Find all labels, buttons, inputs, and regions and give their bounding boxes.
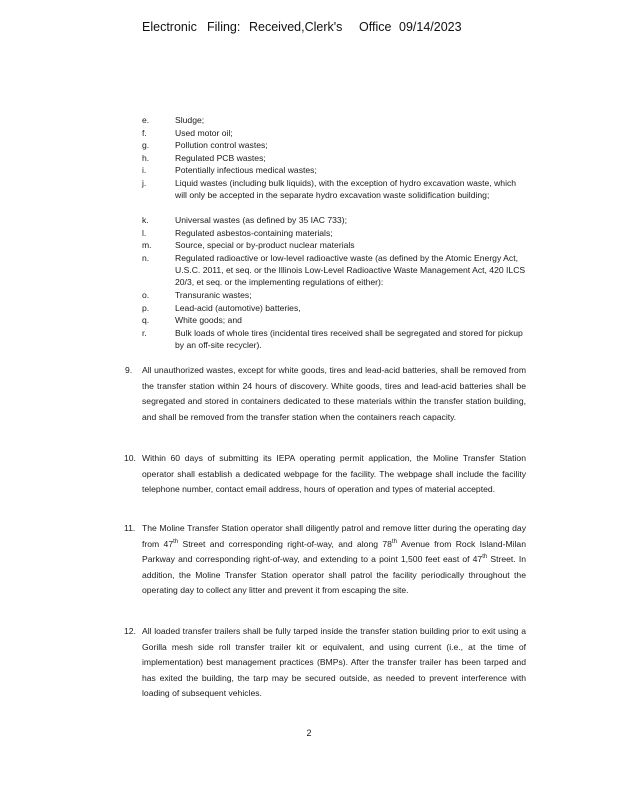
list-text: Liquid wastes (including bulk liquids), with the exception of hydro excavation waste, which will only be accepted in the separate hydro excavation waste solidification building; [175,177,517,200]
condition-text-part: Street and corresponding right-of-way, and along 78 [178,538,392,549]
list-text: Lead-acid (automotive) batteries, [175,302,301,313]
list-text: Source, special or by-product nuclear materials [175,240,355,250]
list-text: Used motor oil; [175,127,233,138]
list-marker: o. [142,290,150,300]
list-marker: r. [142,327,147,338]
list-marker: m. [142,240,152,250]
list-text: Sludge; [175,115,205,125]
ordinal-suffix: th [173,538,179,545]
condition-number: 11. [124,523,136,533]
header-word: Filing: [207,20,241,34]
condition-number: 12. [124,626,136,636]
list-text: Regulated asbestos-containing materials; [175,227,333,238]
list-marker: l. [142,227,147,238]
list-text: Bulk loads of whole tires (incidental tires received shall be segregated and stored for pickup by an off-site recycler). [175,327,523,350]
list-text: Universal wastes (as defined by 35 IAC 733); [175,215,347,225]
list-marker: j. [142,177,147,188]
list-marker: n. [142,252,150,263]
list-text: Regulated PCB wastes; [175,152,266,163]
condition-text-part: Avenue from Rock Island-Milan Parkway and corresponding right-of-way, and extending to a point 1,500 feet east of 47 [142,538,526,565]
list-text: Transuranic wastes; [175,290,252,300]
list-marker: p. [142,302,150,313]
header-word: Received,Clerk's [249,20,343,34]
page-number: 2 [306,728,312,738]
list-marker: i. [142,165,147,175]
list-text: Pollution control wastes; [175,140,268,150]
condition-text [142,521,526,599]
list-text: Potentially infectious medical wastes; [175,165,317,175]
condition-text: Within 60 days of submitting its IEPA operating permit application, the Moline Transfer Station operator shall establish a dedicated webpage for the facility. The webpage shall include the facility telephone number, contact email address, hours of operation and types of material accepted. [142,453,526,495]
header-word: Electronic [142,20,197,34]
condition-text: All unauthorized wastes, except for white goods, tires and lead-acid batteries, shall be removed from the transfer station within 24 hours of discovery. White goods, tires and lead-acid batteries shall be segregated and stored in containers dedicated to these materials within the transfer station building, and shall be removed from the transfer station when the containers reach capacity. [142,365,526,422]
condition-number: 10. [124,453,136,463]
list-marker: h. [142,152,150,163]
header-word: Office [359,20,392,34]
ordinal-suffix: th [391,538,397,545]
list-marker: e. [142,115,150,125]
list-marker: f. [142,127,147,138]
filing-header [0,20,618,38]
list-marker: q. [142,315,150,325]
ordinal-suffix: th [482,554,488,561]
list-text: Regulated radioactive or low-level radioactive waste (as defined by the Atomic Energy Act, U.S.C. 2011, et seq. or the Illinois Low-Level Radioactive Waste Management Act, 420 ILCS 20/3, et seq. or the implementing regulations of either): [175,252,526,288]
condition-text-part: Street. In addition, the Moline Transfer Station operator shall patrol the facility periodically throughout the operating day to collect any litter and prevent it from escaping the site. [142,554,526,596]
list-marker: k. [142,215,149,225]
condition-text-part: The Moline Transfer Station operator shall diligently patrol and remove litter during the operating day from 47 [142,523,526,549]
list-marker: g. [142,140,150,150]
list-text: White goods; and [175,315,242,325]
filing-date: 09/14/2023 [399,20,462,34]
condition-number: 9. [125,365,133,375]
condition-text: All loaded transfer trailers shall be fully tarped inside the transfer station building prior to exit using a Gorilla mesh side roll transfer trailer kit or equivalent, and using current (i.e., at the time of implementation) best management practices (BMPs). After the transfer trailer has been tarped and has exited the building, the tarp may be secured outside, as needed to prevent interference with loading of subsequent vehicles. [142,626,526,699]
